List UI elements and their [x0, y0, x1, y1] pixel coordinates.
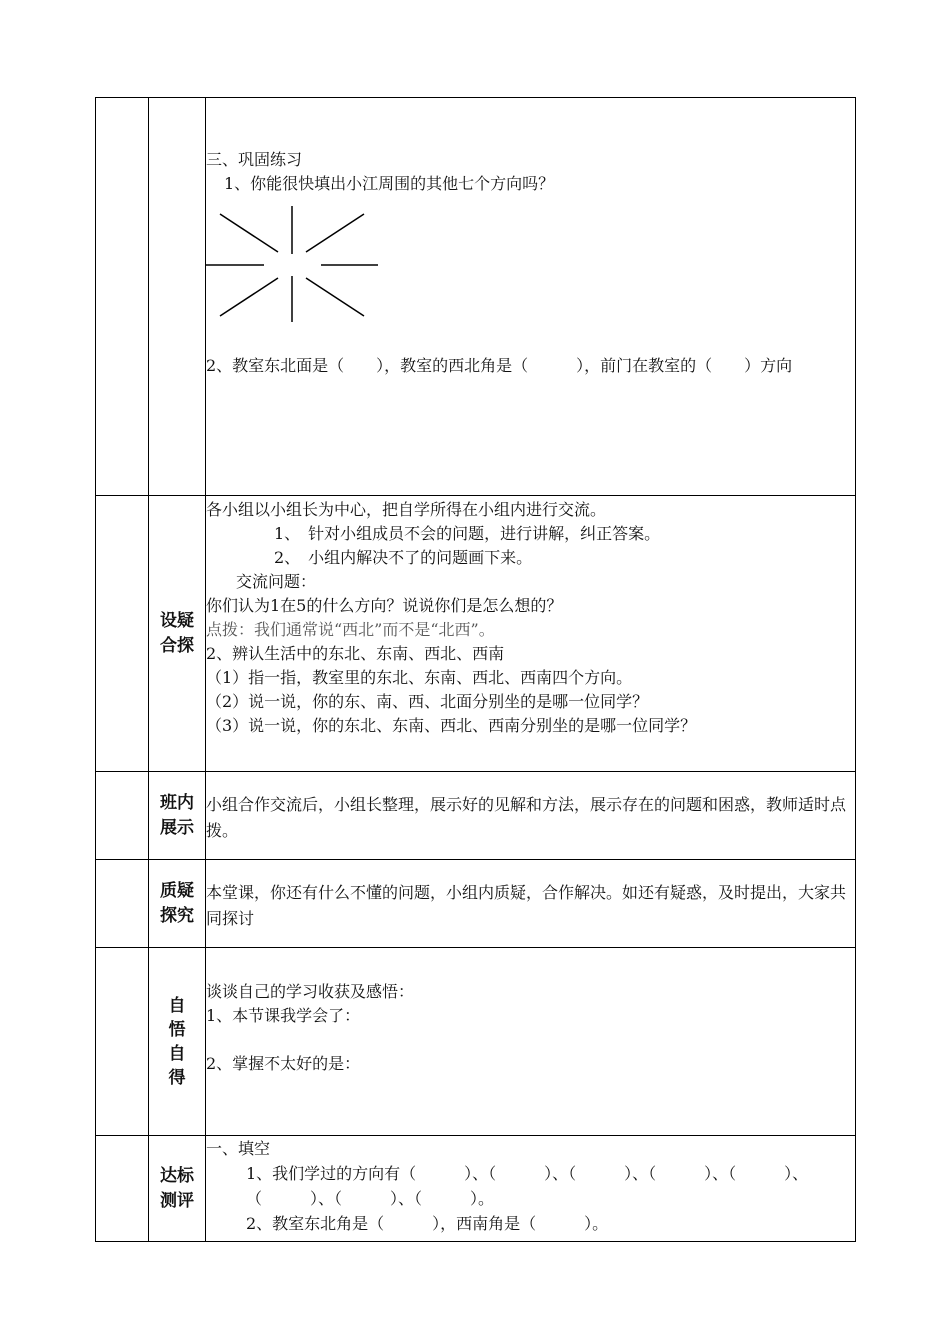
- explore-text: 本堂课，你还有什么不懂的问题，小组内质疑，合作解决。如还有疑惑，及时提出，大家共同探讨: [206, 883, 847, 928]
- inquiry-line: （1）指一指，教室里的东北、东南、西北、西南四个方向。: [206, 668, 633, 687]
- col2-cell: [149, 98, 206, 496]
- display-label-bottom: 展示: [160, 817, 194, 838]
- assessment-content: [206, 1136, 856, 1242]
- assessment-label-bottom: 测评: [160, 1190, 194, 1211]
- northwest-line: [220, 214, 278, 252]
- practice-q2: 2、教室东北面是（ ），教室的西北角是（ ），前门在教室的（ ）方向: [206, 356, 793, 375]
- inquiry-label: [149, 496, 206, 772]
- reflection-label-char: 悟: [168, 1019, 186, 1040]
- col1-cell: [96, 496, 149, 772]
- inquiry-content: [206, 496, 856, 772]
- assessment-heading: 一、填空: [206, 1139, 271, 1158]
- explore-label: [149, 860, 206, 948]
- inquiry-line: （2）说一说，你的东、南、西、北面分别坐的是哪一位同学？: [206, 692, 649, 711]
- southeast-line: [306, 278, 364, 316]
- explore-content: [206, 860, 856, 948]
- col1-cell: [96, 1136, 149, 1242]
- inquiry-line: 1、 针对小组成员不会的问题，进行讲解，纠正答案。: [274, 524, 661, 543]
- assessment-q1: 1、我们学过的方向有（ ）、（ ）、（ ）、（ ）、（ ）、（ ）、（ ）、（ ）。: [246, 1164, 809, 1208]
- col1-cell: [96, 948, 149, 1136]
- reflection-item1: 1、本节课我学会了：: [206, 1006, 361, 1025]
- explore-label-bottom: 探究: [160, 905, 194, 926]
- northeast-line: [306, 214, 364, 252]
- display-text: 小组合作交流后，小组长整理，展示好的见解和方法，展示存在的问题和困惑，教师适时点拨。: [206, 795, 847, 840]
- col1-cell: [96, 860, 149, 948]
- assessment-label: [149, 1136, 206, 1242]
- practice-heading: 三、巩固练习: [206, 150, 303, 169]
- compass-diagram: [206, 204, 386, 324]
- reflection-label-char: 自: [168, 1043, 186, 1064]
- inquiry-line: 交流问题：: [236, 572, 317, 591]
- row-practice: [96, 98, 856, 496]
- assessment-label-top: 达标: [160, 1165, 194, 1186]
- row-class-display: [96, 772, 856, 860]
- reflection-label: [149, 948, 206, 1136]
- row-inquiry: [96, 496, 856, 772]
- row-self-reflection: [96, 948, 856, 1136]
- inquiry-line: 2、辨认生活中的东北、东南、西北、西南: [206, 644, 505, 663]
- reflection-item2: 2、掌握不太好的是：: [206, 1054, 361, 1073]
- display-label-top: 班内: [160, 792, 194, 813]
- reflection-label-char: 自: [168, 995, 186, 1016]
- inquiry-line: 各小组以小组长为中心，把自学所得在小组内进行交流。: [206, 500, 607, 519]
- inquiry-label-text: 设疑合探: [160, 610, 194, 656]
- practice-content: [206, 98, 856, 496]
- reflection-content: [206, 948, 856, 1136]
- inquiry-line: 2、 小组内解决不了的问题画下来。: [274, 548, 533, 567]
- inquiry-line: 你们认为1在5的什么方向？说说你们是怎么想的？: [206, 596, 563, 615]
- practice-q1: 1、你能很快填出小江周围的其他七个方向吗？: [224, 174, 555, 193]
- row-question-explore: [96, 860, 856, 948]
- col1-cell: [96, 98, 149, 496]
- display-label: [149, 772, 206, 860]
- col1-cell: [96, 772, 149, 860]
- inquiry-line: （3）说一说，你的东北、东南、西北、西南分别坐的是哪一位同学？: [206, 716, 697, 735]
- display-content: [206, 772, 856, 860]
- inquiry-hint: 点拨：我们通常说“西北”而不是“北西”。: [206, 620, 495, 639]
- explore-label-top: 质疑: [160, 880, 194, 901]
- lesson-table: [95, 97, 856, 1242]
- southwest-line: [220, 278, 278, 316]
- reflection-label-char: 得: [168, 1067, 186, 1088]
- reflection-intro: 谈谈自己的学习收获及感悟：: [206, 982, 415, 1001]
- row-assessment: [96, 1136, 856, 1242]
- assessment-q2: 2、教室东北角是（ ），西南角是（ ）。: [246, 1214, 609, 1233]
